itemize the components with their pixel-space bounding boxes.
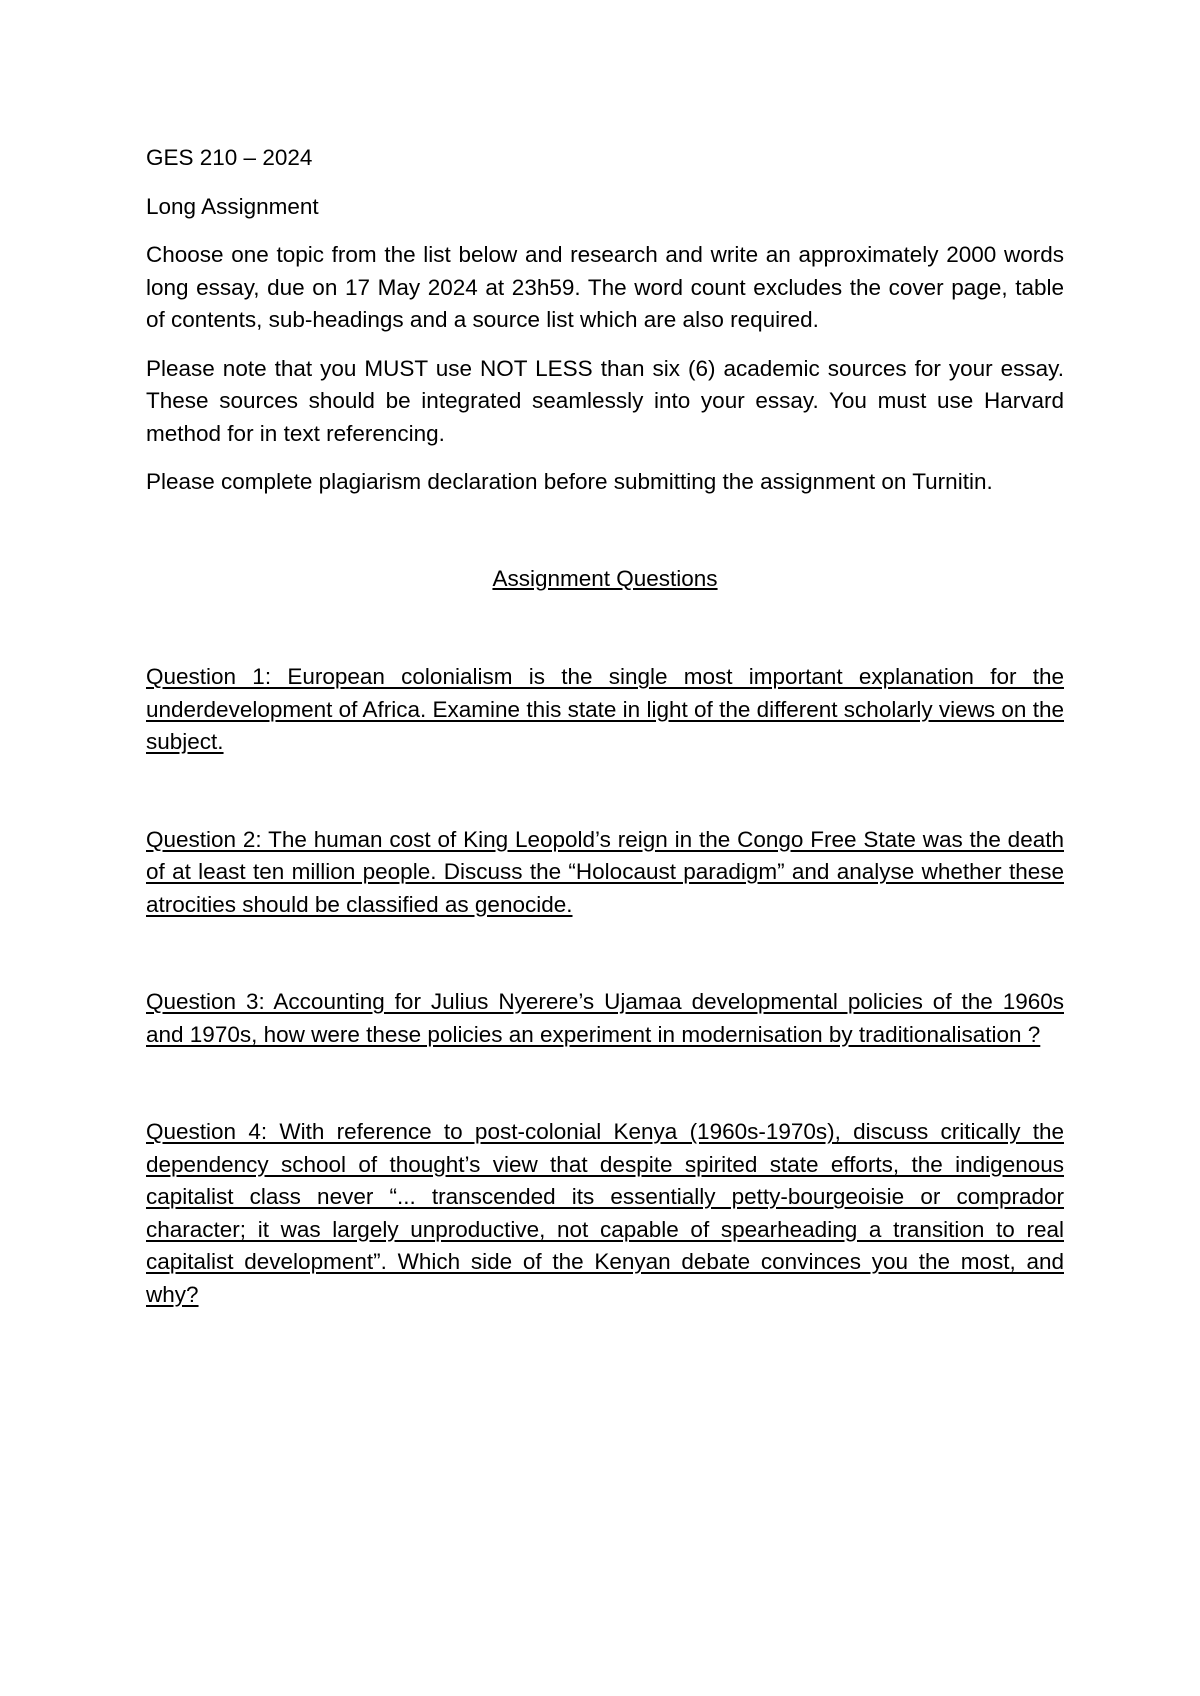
instruction-paragraph-sources: Please note that you MUST use NOT LESS than six (6) academic sources for your essay. These sources should be integrated seamlessly into your essay. You must use Harvard method for in text referencing. xyxy=(146,355,1064,446)
instruction-paragraph-plagiarism: Please complete plagiarism declaration before submitting the assignment on Turnitin. xyxy=(146,469,993,494)
assignment-questions-heading: Assignment Questions xyxy=(492,565,718,591)
question-1: Question 1: European colonialism is the single most important explanation for the underdevelopment of Africa. Examine this state in light of the different scholarly views on the subject. xyxy=(146,664,1064,754)
course-code: GES 210 – 2024 xyxy=(146,145,313,170)
document-page xyxy=(146,142,1064,1311)
question-2: Question 2: The human cost of King Leopold’s reign in the Congo Free State was the death of at least ten million people. Discuss the “Holocaust paradigm” and analyse whether these atrocities should be classified as genocide. xyxy=(146,826,1064,917)
instruction-paragraph-due-date: Choose one topic from the list below and research and write an approximately 2000 words long essay, due on 17 May 2024 at 23h59. The word count excludes the cover page, table of contents, sub-headings and a source list which are also required. xyxy=(146,242,1064,332)
question-3: Question 3: Accounting for Julius Nyerere’s Ujamaa developmental policies of the 1960s and 1970s, how were these policies an experiment in modernisation by traditionalisation ? xyxy=(146,989,1064,1047)
question-4: Question 4: With reference to post-colonial Kenya (1960s-1970s), discuss critically the dependency school of thought’s view that despite spirited state efforts, the indigenous capitalist class never “... transcended its essentially petty-bourgeoisie or comprador character; it was largely unproductive, not capable of spearheading a transition to real capitalist development”. Which side of the Kenyan debate convinces you the most, and why? xyxy=(146,1119,1064,1307)
document-title: Long Assignment xyxy=(146,193,319,219)
